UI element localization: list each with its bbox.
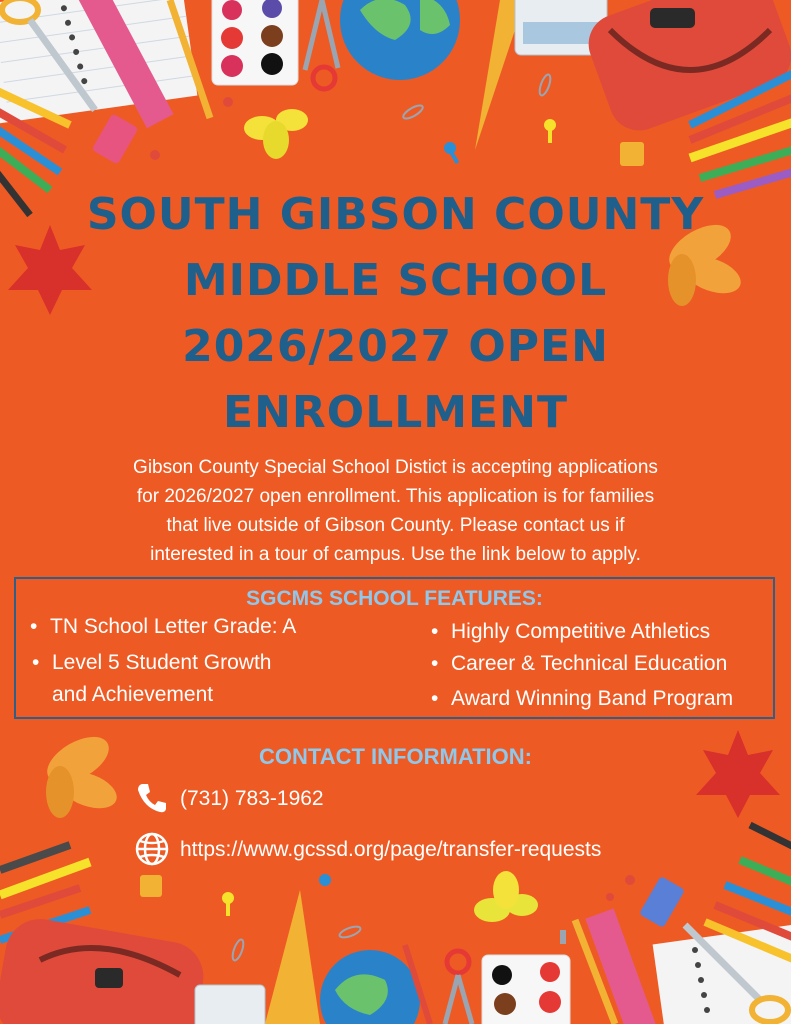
features-box [14, 577, 775, 719]
pushpin-icon [222, 892, 234, 916]
feature-text: Highly Competitive Athletics [451, 620, 711, 643]
feature-text: Award Winning Band Program [451, 687, 734, 710]
intro-line: that live outside of Gibson County. Please contact us if [166, 515, 625, 536]
bullet-icon: • [431, 687, 439, 710]
compass-icon [305, 0, 338, 89]
bullet-icon: • [30, 615, 38, 638]
pushpin-icon [560, 930, 566, 944]
yellow-leaf-icon [244, 109, 308, 159]
sharpener-icon [140, 875, 162, 897]
feature-text: Level 5 Student Growth [52, 651, 272, 674]
yellow-leaf-icon [474, 871, 538, 922]
page-title [40, 182, 751, 446]
feature-item [32, 647, 272, 711]
title-line: 2026/2027 OPEN [182, 321, 609, 372]
website-link[interactable]: https://www.gcssd.org/page/transfer-requests [180, 838, 602, 861]
paper-clip-icon [230, 938, 245, 961]
backpack-icon [0, 914, 209, 1024]
intro-line: Gibson County Special School Distict is accepting applications [133, 457, 658, 478]
compass-icon [445, 951, 472, 1024]
bullet-icon: • [32, 651, 40, 674]
feature-text: TN School Letter Grade: A [50, 615, 297, 638]
pushpin-icon [544, 119, 556, 143]
feature-item [431, 683, 734, 715]
feature-item [30, 611, 297, 643]
feature-item [431, 616, 711, 648]
paper-clip-icon [338, 924, 361, 939]
pushpin-icon [319, 874, 331, 886]
phone-icon [134, 780, 170, 816]
title-line: SOUTH GIBSON COUNTY [86, 189, 705, 240]
intro-line: for 2026/2027 open enrollment. This application is for families [136, 486, 655, 507]
paint-palette-icon [212, 0, 298, 85]
paper-clip-icon [537, 73, 552, 96]
eraser-icon [639, 876, 685, 928]
bullet-icon: • [431, 620, 439, 643]
bullet-icon: • [431, 652, 439, 675]
globe-icon [134, 831, 170, 867]
intro-paragraph [60, 453, 731, 569]
set-square-icon [265, 890, 320, 1024]
contact-heading: CONTACT INFORMATION: [259, 744, 532, 769]
paper-clip-icon [401, 103, 424, 121]
pushpin-icon [444, 142, 459, 164]
calculator-icon [195, 985, 265, 1024]
feature-item [431, 648, 728, 680]
backpack-icon [580, 0, 791, 139]
globe-icon [320, 950, 420, 1024]
features-heading: SGCMS SCHOOL FEATURES: [246, 587, 543, 610]
title-line: MIDDLE SCHOOL [183, 255, 608, 306]
feature-text: Career & Technical Education [451, 652, 728, 675]
paint-palette-icon [482, 955, 570, 1024]
phone-number[interactable]: (731) 783-1962 [180, 787, 324, 810]
title-line: ENROLLMENT [223, 387, 568, 438]
intro-line: interested in a tour of campus. Use the link below to apply. [150, 544, 641, 565]
eraser-icon [92, 113, 139, 164]
globe-icon [340, 0, 460, 80]
feature-text: and Achievement [52, 683, 214, 706]
sharpener-icon [620, 142, 644, 166]
